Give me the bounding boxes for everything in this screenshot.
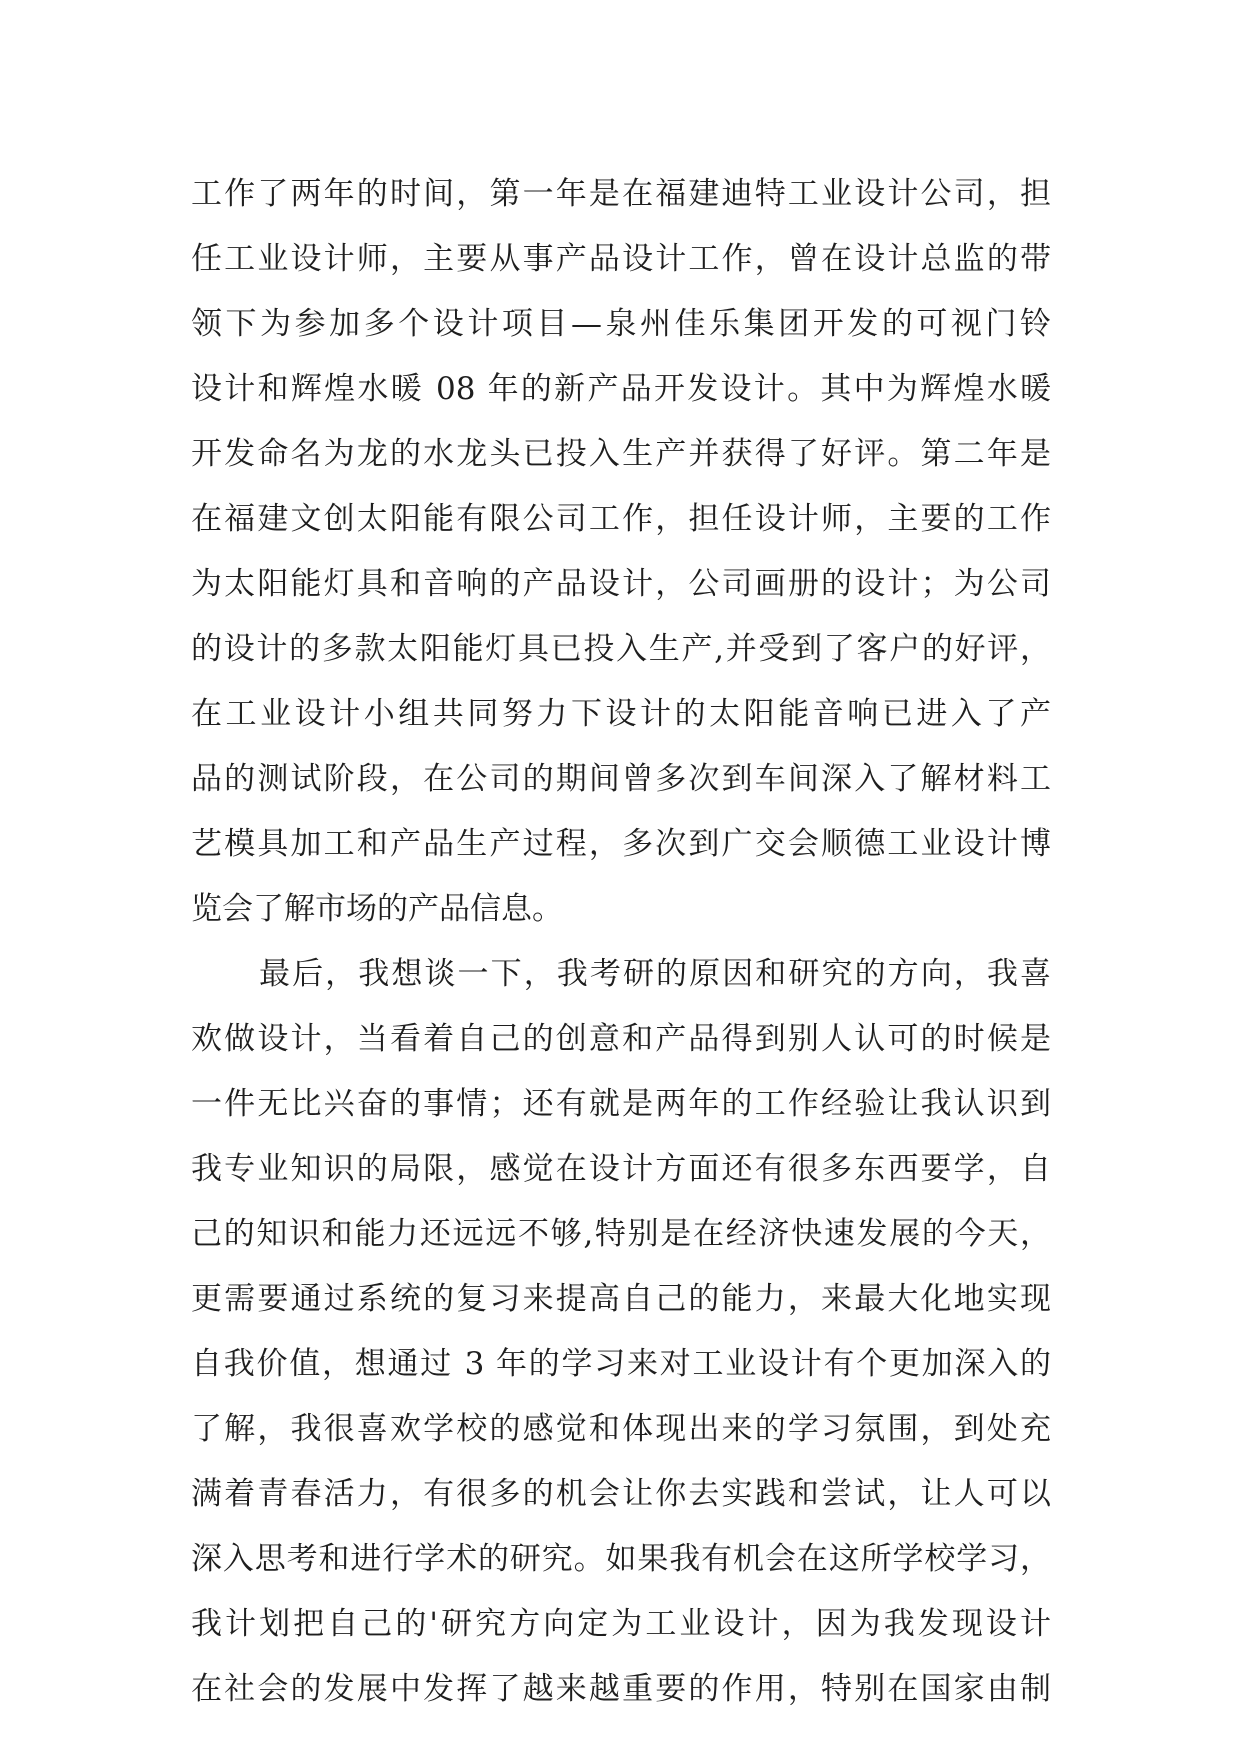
text-line: 的设计的多款太阳能灯具已投入生产,并受到了客户的好评，	[191, 631, 1051, 667]
text-line: 领下为参加多个设计项目—泉州佳乐集团开发的可视门铃	[191, 306, 1051, 342]
document-body	[191, 162, 1051, 1722]
text-line: 我专业知识的局限，感觉在设计方面还有很多东西要学，自	[191, 1151, 1051, 1187]
paragraph-work-experience	[191, 162, 1051, 942]
text-line: 在社会的发展中发挥了越来越重要的作用，特别在国家由制	[191, 1671, 1051, 1707]
text-line: 艺模具加工和产品生产过程，多次到广交会顺德工业设计博	[191, 826, 1051, 862]
text-line: 任工业设计师，主要从事产品设计工作，曾在设计总监的带	[191, 241, 1051, 277]
text-line: 工作了两年的时间，第一年是在福建迪特工业设计公司，担	[191, 176, 1051, 212]
text-line: 己的知识和能力还远远不够,特别是在经济快速发展的今天，	[191, 1216, 1051, 1252]
paragraph-study-motivation	[191, 942, 1051, 1722]
text-line: 在福建文创太阳能有限公司工作，担任设计师，主要的工作	[191, 501, 1051, 537]
text-line: 自我价值，想通过 3 年的学习来对工业设计有个更加深入的	[191, 1346, 1051, 1382]
text-line: 览会了解市场的产品信息。	[191, 891, 563, 927]
text-line: 欢做设计，当看着自己的创意和产品得到别人认可的时候是	[191, 1021, 1051, 1057]
text-line: 开发命名为龙的水龙头已投入生产并获得了好评。第二年是	[191, 436, 1051, 472]
text-line: 设计和辉煌水暖 08 年的新产品开发设计。其中为辉煌水暖	[191, 371, 1051, 407]
text-line: 了解，我很喜欢学校的感觉和体现出来的学习氛围，到处充	[191, 1411, 1051, 1447]
text-line: 我计划把自己的'研究方向定为工业设计，因为我发现设计	[191, 1606, 1051, 1642]
text-line: 在工业设计小组共同努力下设计的太阳能音响已进入了产	[191, 696, 1051, 732]
text-line: 满着青春活力，有很多的机会让你去实践和尝试，让人可以	[191, 1476, 1051, 1512]
text-line: 一件无比兴奋的事情；还有就是两年的工作经验让我认识到	[191, 1086, 1051, 1122]
text-line: 品的测试阶段，在公司的期间曾多次到车间深入了解材料工	[191, 761, 1051, 797]
text-line: 最后，我想谈一下，我考研的原因和研究的方向，我喜	[259, 956, 1051, 992]
text-line: 深入思考和进行学术的研究。如果我有机会在这所学校学习，	[191, 1541, 1051, 1577]
text-line: 为太阳能灯具和音响的产品设计，公司画册的设计；为公司	[191, 566, 1051, 602]
text-line: 更需要通过系统的复习来提高自己的能力，来最大化地实现	[191, 1281, 1051, 1317]
